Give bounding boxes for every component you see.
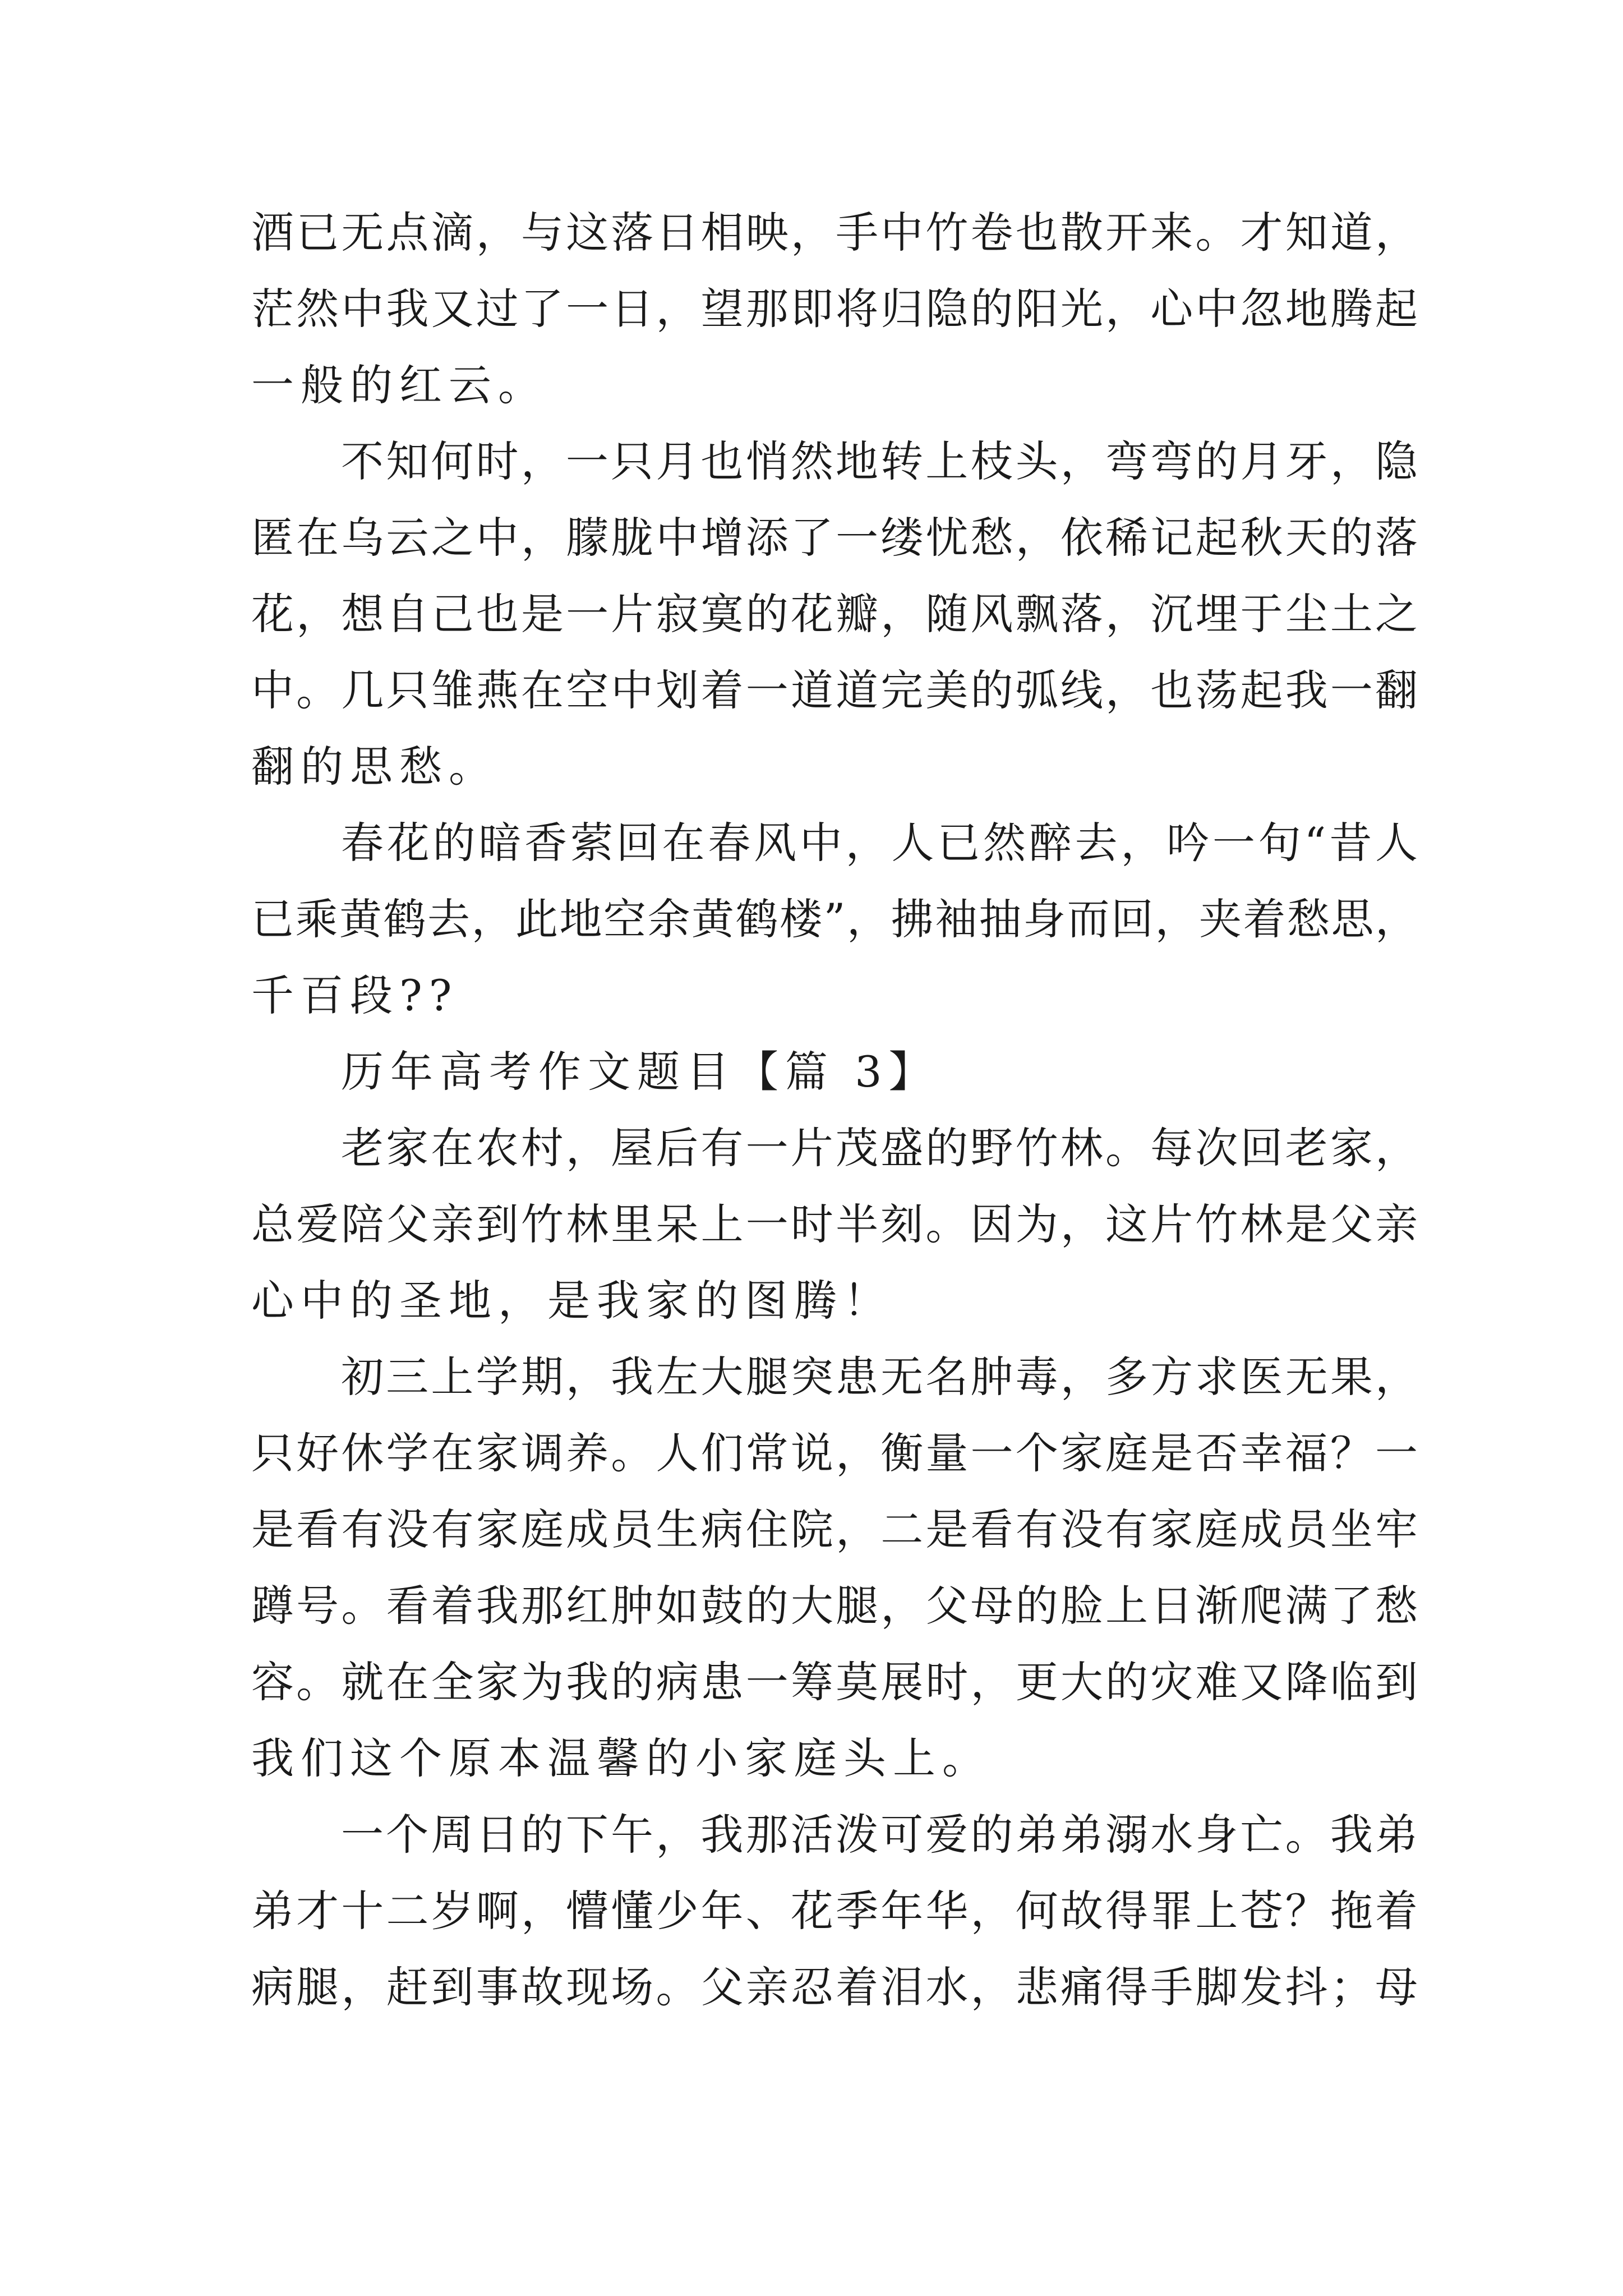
text-line: 已乘黄鹤去，此地空余黄鹤楼”，拂袖抽身而回，夹着愁思，	[251, 894, 1418, 944]
text-line: 是看有没有家庭成员生病住院，二是看有没有家庭成员坐牢	[251, 1504, 1418, 1554]
paragraph-first-line: 老家在农村，屋后有一片茂盛的野竹林。每次回老家，	[341, 1123, 1418, 1173]
text-line: 翻的思愁。	[251, 742, 498, 792]
text-line: 弟才十二岁啊，懵懂少年、花季年华，何故得罪上苍？拖着	[251, 1886, 1418, 1936]
text-line: 酒已无点滴，与这落日相映，手中竹卷也散开来。才知道，	[251, 208, 1418, 257]
paragraph-first-line: 初三上学期，我左大腿突患无名肿毒，多方求医无果，	[341, 1352, 1418, 1402]
paragraph-first-line: 春花的暗香萦回在春风中，人已然醉去，吟一句“昔人	[341, 818, 1418, 868]
paragraph-first-line: 不知何时，一只月也悄然地转上枝头，弯弯的月牙，隐	[341, 436, 1418, 486]
text-line: 中。几只雏燕在空中划着一道道完美的弧线，也荡起我一翻	[251, 665, 1418, 715]
text-line: 只好休学在家调养。人们常说，衡量一个家庭是否幸福？一	[251, 1428, 1418, 1478]
text-line: 匿在乌云之中，朦胧中增添了一缕忧愁，依稀记起秋天的落	[251, 513, 1418, 563]
text-line: 一般的红云。	[251, 360, 547, 410]
text-line: 蹲号。看着我那红肿如鼓的大腿，父母的脸上日渐爬满了愁	[251, 1581, 1418, 1631]
section-heading: 历年高考作文题目【篇 3】	[341, 1047, 938, 1097]
text-line: 我们这个原本温馨的小家庭头上。	[251, 1733, 992, 1783]
text-line: 千百段??	[251, 970, 459, 1020]
paragraph-first-line: 一个周日的下午，我那活泼可爱的弟弟溺水身亡。我弟	[341, 1810, 1418, 1860]
text-line: 花，想自己也是一片寂寞的花瓣，随风飘落，沉埋于尘土之	[251, 589, 1418, 639]
text-line: 容。就在全家为我的病患一筹莫展时，更大的灾难又降临到	[251, 1657, 1418, 1707]
text-line: 茫然中我又过了一日，望那即将归隐的阳光，心中忽地腾起	[251, 284, 1418, 334]
text-line: 病腿，赶到事故现场。父亲忍着泪水，悲痛得手脚发抖；母	[251, 1962, 1418, 2012]
text-line: 总爱陪父亲到竹林里呆上一时半刻。因为，这片竹林是父亲	[251, 1199, 1418, 1249]
text-line: 心中的圣地，是我家的图腾！	[251, 1276, 893, 1326]
